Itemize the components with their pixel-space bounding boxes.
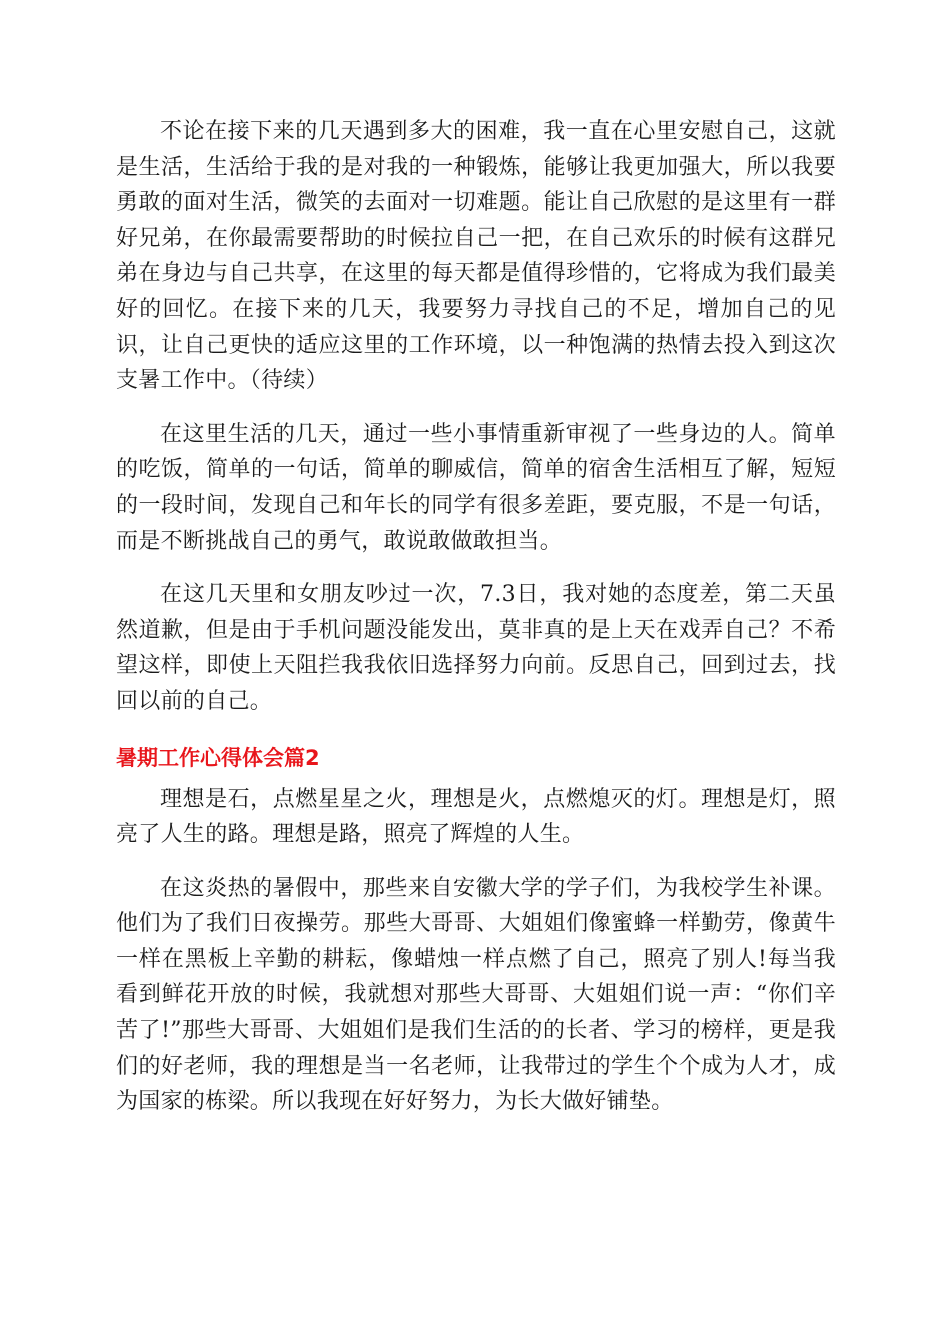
paragraph-2: 在这里生活的几天，通过一些小事情重新审视了一些身边的人。简单的吃饭，简单的一句话，简单的聊威信，简单的宿舍生活相互了解，短短的一段时间，发现自己和年长的同学有很多差距，要克服，不是一句话，而是不断挑战自己的勇气，敢说敢做敢担当。 bbox=[116, 421, 836, 554]
section-heading: 暑期工作心得体会篇2 bbox=[116, 745, 320, 770]
paragraph-3: 在这几天里和女朋友吵过一次，7.3日，我对她的态度差，第二天虽然道歉，但是由于手机问题没能发出，莫非真的是上天在戏弄自己？不希望这样，即使上天阻拦我我依旧选择努力向前。反思自己，回到过去，找回以前的自己。 bbox=[116, 582, 836, 714]
paragraph-1: 不论在接下来的几天遇到多大的困难，我一直在心里安慰自己，这就是生活，生活给于我的是对我的一种锻炼，能够让我更加强大，所以我要勇敢的面对生活，微笑的去面对一切难题。能让自己欣慰的是这里有一群好兄弟，在你最需要帮助的时候拉自己一把，在自己欢乐的时候有这群兄弟在身边与自己共享，在这里的每天都是值得珍惜的，它将成为我们最美好的回忆。在接下来的几天，我要努力寻找自己的不足，增加自己的见识，让自己更快的适应这里的工作环境，以一种饱满的热情去投入到这次支暑工作中。（待续） bbox=[116, 119, 836, 394]
document-page bbox=[116, 114, 836, 1120]
section-paragraph-2: 在这炎热的暑假中，那些来自安徽大学的学子们，为我校学生补课。他们为了我们日夜操劳。那些大哥哥、大姐姐们像蜜蜂一样勤劳，像黄牛一样在黑板上辛勤的耕耘，像蜡烛一样点燃了自己，照亮了别人!每当我看到鲜花开放的时候，我就想对那些大哥哥、大姐姐们说一声：“你们辛苦了!”那些大哥哥、大姐姐们是我们生活的的长者、学习的榜样，更是我们的好老师，我的理想是当一名老师，让我带过的学生个个成为人才，成为国家的栋梁。所以我现在好好努力，为长大做好铺垫。 bbox=[116, 875, 836, 1115]
section-paragraph-1: 理想是石，点燃星星之火，理想是火，点燃熄灭的灯。理想是灯，照亮了人生的路。理想是路，照亮了辉煌的人生。 bbox=[116, 786, 836, 848]
